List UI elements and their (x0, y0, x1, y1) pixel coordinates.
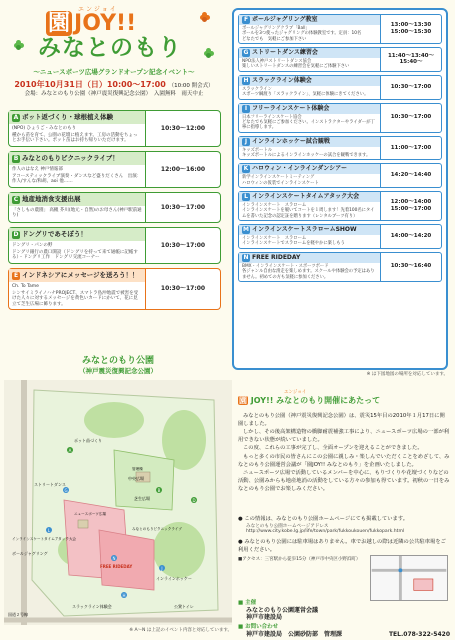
note-parking: ● みなとのもり公園には駐車場はありません。車でお越しの際は近隣の公共駐車場をご利用ください。 (238, 539, 446, 553)
map-subtitle: （神戸震災復興記念公園） (79, 367, 157, 376)
svg-text:A: A (68, 447, 72, 453)
map-marker-b (156, 487, 162, 493)
clover-icon (200, 12, 210, 22)
title-joy: 園 JOY!! (48, 11, 137, 36)
contact-name: 神戸市建設局 公園砂防部 管理課 (246, 630, 343, 638)
about-paragraph: みなとのもり公園（神戸震災復興記念公園）は、震災15年目の2010年１月17日に開園しました。 (238, 412, 445, 427)
map-heading (8, 356, 228, 375)
event-l: L インラインスケートタイムアタック大会 インラインスケート スラローム インラインスケートを履いてコートを１周します！先着100名にタイムを書いた記念の認定証を贈ります（レンタルブーツ有り） 12:00〜14:00 15:00〜17:00 (238, 191, 442, 221)
event-h: H スラックライン体験会 スラックライン スポーツ綱渡り「スラックライン」、気軽に体験にきてください。 10:30〜17:00 (238, 75, 442, 100)
map-label-freeride: FREE RIDEDAY (100, 564, 133, 569)
event-time: 14:00〜14:20 (390, 233, 432, 240)
event-e: E インドネシアにメッセージを送ろう！！ Ch. To Tame シンサイミライノハナPROJECT、スマトラ島沖地震で被害を受けた人々に対するメッセージを黄色いカードにかいて、花に見立て芝生広場に飾ります。 10:30〜17:00 (8, 268, 221, 311)
event-c: C 地産地消食支援出展 「さしもの農園」 高槻 芥川(地元・自然)のお母さん(神戸駅前通り) 10:30〜17:00 (8, 192, 221, 223)
map-label-center: 中央広場 (128, 476, 144, 481)
map-legend: ※ A〜N は上記のイベント内容と対応しています。 (129, 628, 232, 633)
organizer-section (238, 600, 450, 638)
sports-plaza-2 (99, 530, 154, 590)
host-name: 神戸市建設局 (246, 614, 283, 622)
map-label-inline: インラインスケートタイムアタック大会 (12, 537, 77, 541)
about-paragraph: もっと多くの市民の皆さんにこの公園に親しみ・楽しんでいただくことをめざして、みなとのもり公園運営会議が「園JOY!! みなとのもり」を企画いたしました。 (238, 453, 450, 468)
about-title: 園 JOY!! みなとのもり開催にあたって (239, 395, 381, 405)
contact-tel: TEL.078-322-5420 (388, 630, 450, 638)
svg-text:D: D (192, 497, 196, 503)
about-paragraph: ニュースポーツ広場で活動しているメンバーを中心に、もりづくりや花壇づくりなどの活動、公園みからも地産地消の活動をしている方々の参加も得ています。初秋の一日をみなとのもり公園でお楽しみください。 (238, 470, 450, 493)
event-j: J インラインホッケー試合観戦 キッズポートル キッズポートルによるインラインホッケーの試合を観戦できます。 11:00〜17:00 (238, 136, 442, 161)
title-kana: エンジョイ (78, 6, 118, 13)
map-label-ball: ボールジャグリング (12, 551, 48, 556)
event-time: 12:00〜14:00 15:00〜17:00 (390, 199, 432, 213)
event-time: 10:30〜17:00 (390, 83, 432, 90)
page-subtitle: 〜ニュースポーツ広場グランドオープン記念イベント〜 (33, 68, 195, 76)
about-paragraph: この度、これらの工事が完了し、全面オープンを迎えることができました。 (243, 445, 423, 452)
svg-text:H: H (122, 592, 126, 598)
map-label-grass: 芝生広場 (134, 496, 150, 501)
event-date: 2010年10月31日（日）10:00〜17:00 （10:00 開会式） (14, 80, 214, 89)
left-schedule (8, 110, 221, 314)
event-time: 10:30〜16:40 (390, 263, 432, 270)
svg-text:L: L (47, 527, 51, 533)
host-label: ■ 主催 (238, 600, 257, 606)
event-time: 10:30〜17:00 (390, 114, 432, 121)
event-m: M インラインスケートスラロームSHOW インラインスケート スラローム インラインスケートでスラロームを軽やかに楽しもう 14:00〜14:20 (238, 224, 442, 249)
map-label-hall: 管理棟 (132, 467, 143, 471)
svg-text:N: N (112, 555, 116, 561)
map-label-road: 国道２号線 (8, 612, 28, 617)
right-schedule (232, 8, 448, 370)
map-marker-g (63, 487, 69, 493)
svg-text:J: J (161, 565, 163, 571)
schedule-note: ※ は下図地図の場所を対応しています。 (366, 372, 448, 377)
clover-icon (14, 40, 24, 50)
event-time: 14:20〜14:40 (390, 172, 432, 179)
event-venue: 会場：みなとのもり公園（神戸震災復興記念公園） 入園無料 雨天中止 (24, 91, 204, 97)
clover-icon (204, 48, 214, 58)
event-d: D ドングリであそぼう！ ドングリ・パンの野 ドングリ銀行の農口開設（ドングリを持って来て通帳に記帳する）・ドングリ工作 ドングリ交流コーナー 10:30〜17:00 (8, 227, 221, 264)
event-g: G ストリートダンス練習会 NPO法人神戸ストリートダンス協会 楽しいストリートダンスの練習会を気軽にご体験下さい 11:40〜13:40〜 15:40〜 (238, 47, 442, 72)
event-time: 10:30〜17:00 (160, 241, 206, 249)
event-time: 13:00〜13:30 15:00〜15:30 (390, 22, 432, 36)
event-time: 11:00〜17:00 (390, 144, 432, 151)
map-label-toilet: 公衆トイレ (174, 604, 194, 609)
access-info: ■アクセス：三宮駅から徒歩15分（神戸市中央区小野浜町） (238, 557, 361, 562)
map-marker-h (121, 592, 127, 598)
event-k: K ハロウィン・インラインダンシアー 新学インラインスケートミーティング ハロウィンの仮装でインラインスケート 14:20〜14:40 (238, 163, 442, 188)
event-time: 11:40〜13:40〜 15:40〜 (387, 52, 434, 66)
svg-text:B: B (157, 487, 161, 493)
map-label-street: ストリートダンス (34, 482, 66, 487)
about-paragraph: しかし、その後高架構造物の橋脚耐震補強工事により、ニュースポーツ広場の一部が利用できない状態が続いていました。 (238, 429, 450, 444)
event-f: F ボールジャグリング教室 ボールジャグリングクラブ「Ball」 ボールを3つ使ったジャグリングの体験教室です。定員：10名 どなたでも 気軽にご参加下さい 13:00〜13:30 15:00〜15:30 (238, 14, 442, 44)
tree-area (84, 402, 144, 438)
event-n: N FREE RIDEDAY BMX・インラインスケート・スポーツボード 各ジャンル自由な滑走を楽しめます。スクールや体験会の予定はありません。初めての方も気軽に参加ください。 10:30〜16:40 (238, 252, 442, 282)
event-time: 12:00〜16:00 (160, 165, 206, 173)
about-section (238, 390, 450, 494)
map-title: みなとのもり公園 (81, 356, 154, 366)
event-time: 10:30〜12:00 (160, 124, 206, 132)
note-website-url: http://www.city.kobe.lg.jp/life/town/park/fukkoukouen/fukkopark.html (246, 529, 405, 535)
map-label-picnic: みなとのもりピクニックライブ (132, 527, 182, 531)
event-i: I フリーラインスケート体験会 日本フリーラインスケート協会 どなたでも気軽にご参加ください。インストラクターやライダーが丁寧に指導します。 10:30〜17:00 (238, 103, 442, 133)
map-marker-d (191, 497, 197, 503)
event-time: 10:30〜17:00 (160, 203, 206, 211)
host-name: みなとのもり公園運営会議 (246, 606, 319, 614)
map-label-poll: ポット苗づくり (74, 438, 102, 443)
page-title: みなとのもり (38, 35, 182, 61)
note-website-label: みなとのもり公園ホームページアドレス (246, 523, 329, 529)
note-website: ● この情報は、みなとのもり公園ホームページにても掲載しています。 (238, 516, 408, 522)
notes-section (238, 512, 450, 554)
map-marker-l (46, 527, 52, 533)
map-label-slackline: スラックライン体験会 (72, 604, 112, 609)
map-label-hockey: インラインホッケー (156, 576, 192, 581)
event-time: 10:30〜17:00 (160, 285, 206, 293)
map-label-park: ニュースポーツ広場 (74, 512, 107, 516)
map-marker-j (159, 565, 165, 571)
about-kana: エンジョイ (284, 390, 307, 395)
park-map (4, 380, 232, 625)
map-marker-a (67, 447, 73, 453)
event-b: B みなとのもりピクニックライブ！ 作人のはなえ 神戸情報部 アコースティックライブ演奏・ダンスなど盛りだくさん 出演：作人/すんな/和胡、aoi 他…… 12:00〜16:00 (8, 151, 221, 188)
svg-text:G: G (64, 487, 68, 493)
access-map (370, 555, 448, 601)
map-marker-n (111, 555, 117, 561)
event-a: A ボット返づくり・球根植え体験 (NPO) ひょうご・みなとのもり 種から苗を育て、公園の花壇に植えます。工房の活動をちょっとお手伝い下さい。ポット苗はお持ち帰りいただけます。 10:30〜12:00 (8, 110, 221, 147)
building (78, 520, 88, 528)
contact-label: ■ お問い合わせ (238, 623, 279, 630)
